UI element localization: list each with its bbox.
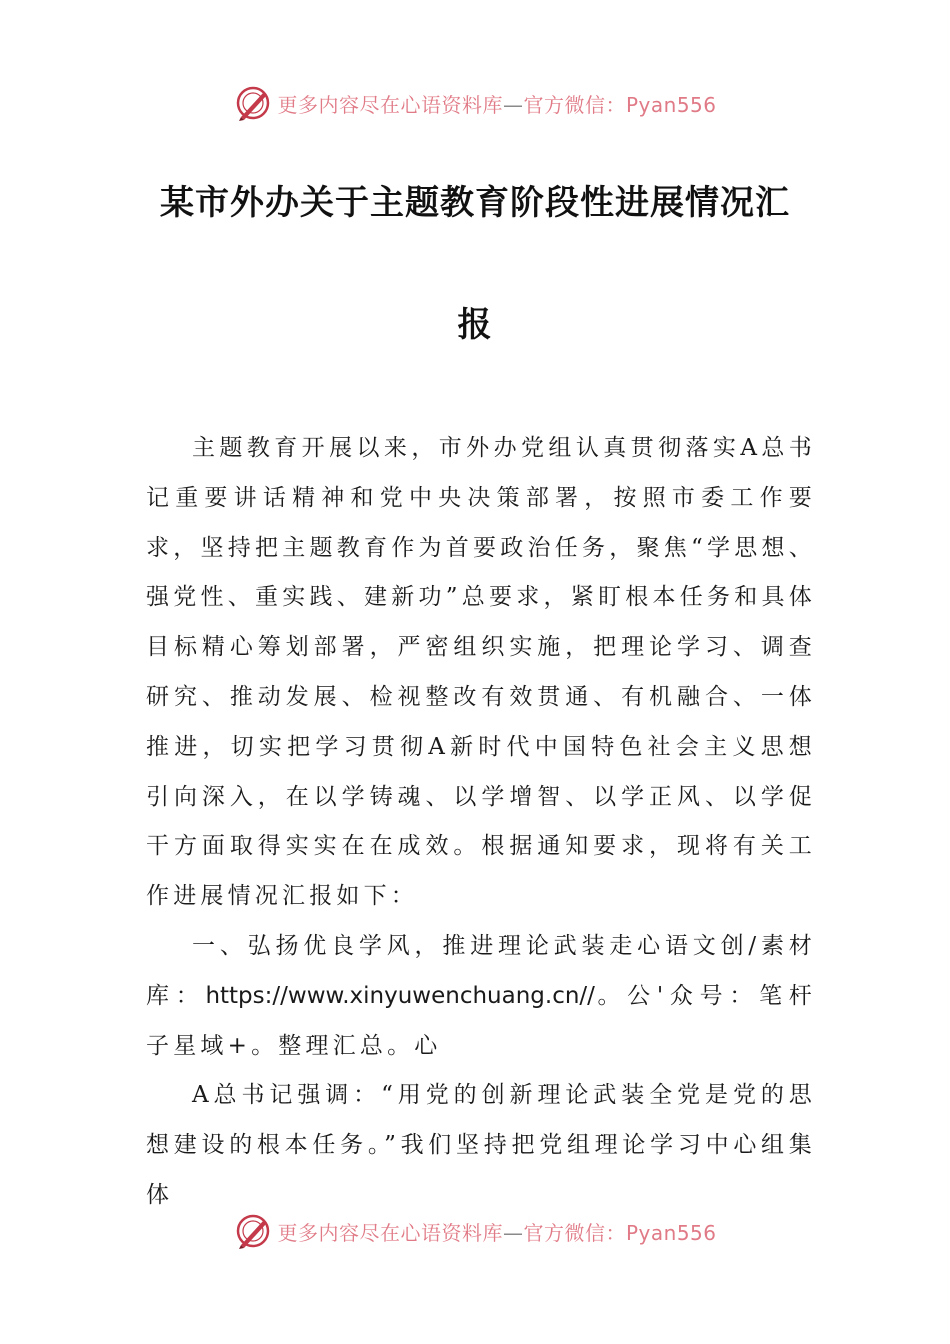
watermark-banner-top	[0, 78, 950, 128]
watermark-text: 更多内容尽在心语资料库—官方微信：Pyan556	[277, 92, 717, 117]
paragraph-section-one: 一、弘扬优良学风，推进理论武装走心语文创/素材库：https://www.xinyuwenchuang.cn//。公'众号：笔杆子星域+。整理汇总。心	[146, 932, 816, 1059]
paragraph-quote: A总书记强调：“用党的创新理论武装全党是党的思想建设的根本任务。”我们坚持把党组理论学习中心组集体	[146, 1082, 816, 1208]
source-url: https://www.xinyuwenchuang.cn//	[205, 982, 595, 1009]
document-title-line-1: 某市外办关于主题教育阶段性进展情况汇	[160, 183, 790, 223]
watermark-text: 更多内容尽在心语资料库—官方微信：Pyan556	[277, 1220, 717, 1245]
pen-logo-icon	[233, 1211, 273, 1251]
document-title-line-2: 报	[457, 305, 493, 345]
pen-logo-icon	[233, 83, 273, 123]
watermark-banner-bottom	[0, 1206, 950, 1256]
paragraph-intro: 主题教育开展以来，市外办党组认真贯彻落实A总书记重要讲话精神和党中央决策部署，按照市委工作要求，坚持把主题教育作为首要政治任务，聚焦“学思想、强党性、重实践、建新功”总要求，紧盯根本任务和具体目标精心筹划部署，严密组织实施，把理论学习、调查研究、推动发展、检视整改有效贯通、有机融合、一体推进，切实把学习贯彻A新时代中国特色社会主义思想引向深入，在以学铸魂、以学增智、以学正风、以学促干方面取得实实在在成效。根据通知要求，现将有关工作进展情况汇报如下：	[146, 435, 816, 910]
document-body	[146, 424, 816, 1221]
